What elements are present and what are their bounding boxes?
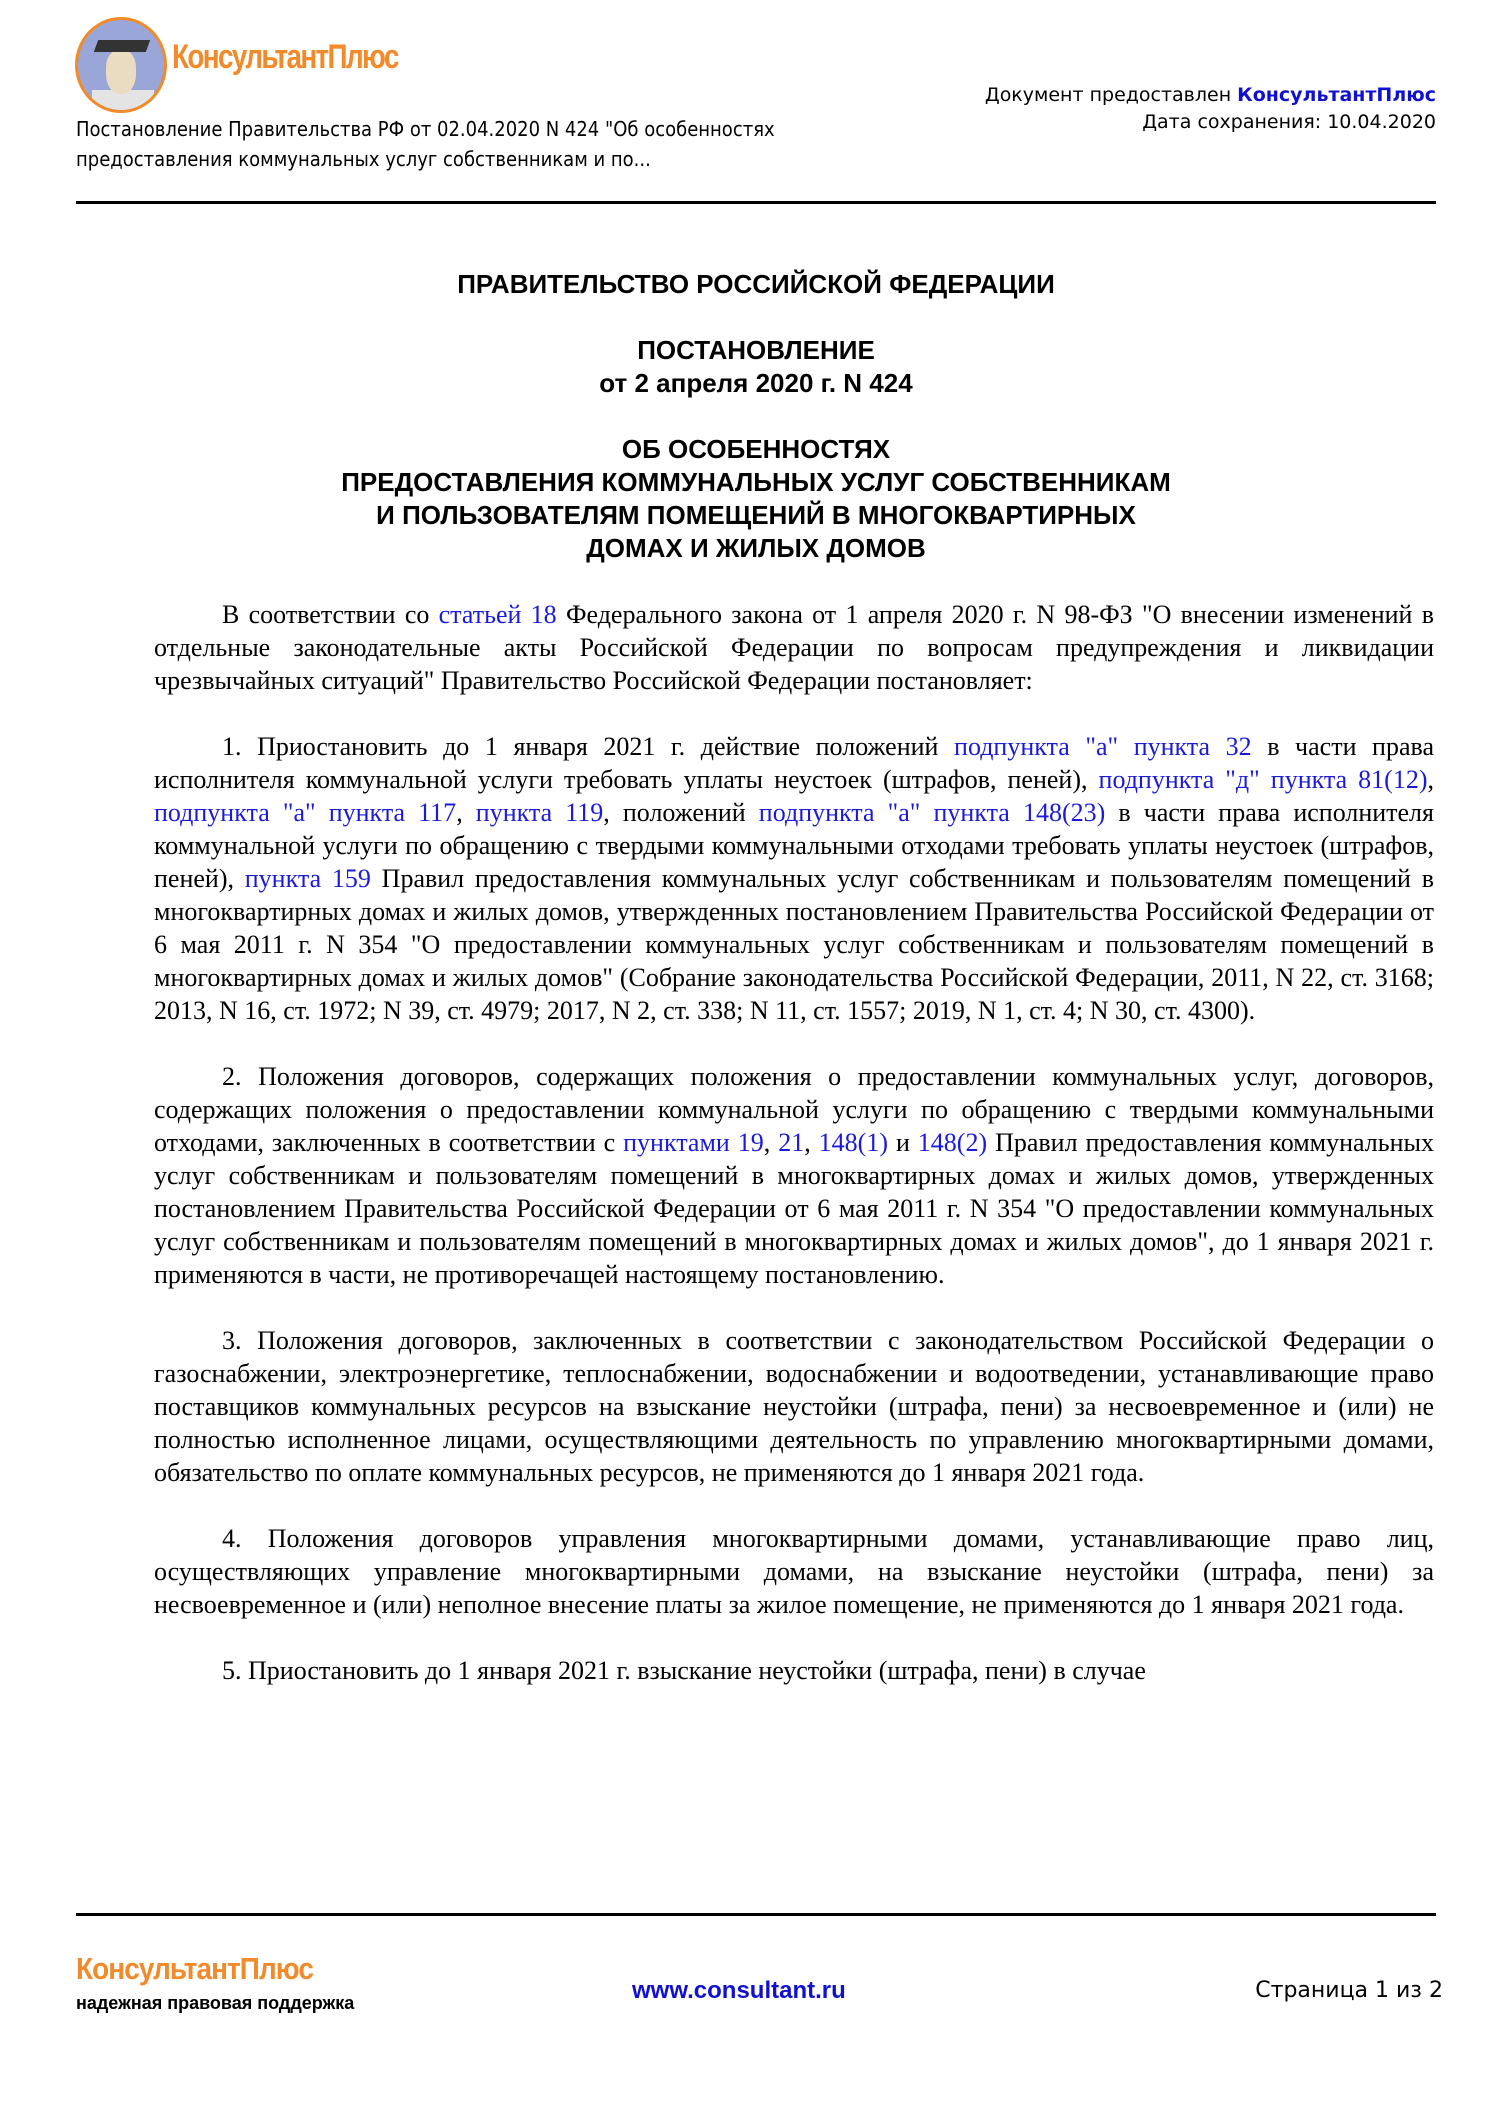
page-number: Страница 1 из 2: [1255, 1978, 1443, 2003]
paragraph-text: ,: [456, 798, 476, 827]
paragraph-text: в части права исполнителя коммунальной услуги по обращению с твердыми коммунальными отходами требовать уплаты неустоек (штрафов, пеней),: [154, 798, 1434, 893]
doc-title-line: И ПОЛЬЗОВАТЕЛЯМ ПОМЕЩЕНИЙ В МНОГОКВАРТИРНЫХ: [376, 500, 1136, 530]
paragraph-text: В соответствии со: [222, 600, 439, 629]
header-logo-text: КонсультантПлюс: [172, 38, 398, 76]
legal-reference-link[interactable]: подпункта "а" пункта 32: [954, 732, 1252, 761]
paragraph-text: 5. Приостановить до 1 января 2021 г. взыскание неустойки (штрафа, пени) в случае: [222, 1656, 1146, 1685]
paragraph-text: ,: [763, 1128, 779, 1157]
doc-title-line: ОБ ОСОБЕННОСТЯХ: [621, 434, 891, 464]
header-divider: [76, 201, 1436, 204]
paragraph: [154, 730, 1434, 1027]
legal-reference-link[interactable]: 21: [778, 1128, 805, 1157]
paragraph-text: 3. Положения договоров, заключенных в соответствии с законодательством Российской Федерации о газоснабжении, электроэнергетике, теплоснабжении, водоснабжении и водоотведении, устанавливающие право поставщиков коммунальных ресурсов на взыскание неустойки (штрафа, пени) за несвоевременное и (или) не полностью исполненное лицами, осуществляющими деятельность по управлению многоквартирными домами, обязательство по оплате коммунальных ресурсов, не применяются до 1 января 2021 года.: [154, 1326, 1434, 1487]
doc-title-line: ДОМАХ И ЖИЛЫХ ДОМОВ: [586, 533, 926, 563]
legal-reference-link[interactable]: пункта 119: [475, 798, 604, 827]
paragraph-text: Федерального закона от 1 апреля 2020 г. N 98-ФЗ "О внесении изменений в отдельные законодательные акты Российской Федерации по вопросам предупреждения и ликвидации чрезвычайных ситуаций" Правительство Российской Федерации постановляет:: [154, 600, 1434, 695]
paragraph-text: 4. Положения договоров управления многоквартирными домами, устанавливающие право лиц, осуществляющих управление многоквартирными домами, на взыскание неустойки (штрафа, пени) за несвоевременное и (или) неполное внесение платы за жилое помещение, не применяются до 1 января 2021 года.: [154, 1524, 1434, 1619]
consultant-mascot-logo-icon: [75, 17, 167, 113]
footer-tagline: надежная правовая поддержка: [76, 1993, 355, 2013]
paragraph-text: 1. Приостановить до 1 января 2021 г. действие положений: [222, 732, 955, 761]
paragraph: [154, 1654, 1434, 1687]
paragraph-text: ,: [804, 1128, 819, 1157]
provided-by-label: Документ предоставлен: [984, 84, 1238, 106]
paragraph-text: Правил предоставления коммунальных услуг собственникам и пользователям помещений в многоквартирных домах и жилых домов, утвержденных постановлением Правительства Российской Федерации от 6 мая 2011 г. N 354 "О предоставлении коммунальных услуг собственникам и пользователям помещений в многоквартирных домах и жилых домов" (Собрание законодательства Российской Федерации, 2011, N 22, ст. 3168; 2013, N 16, ст. 1972; N 39, ст. 4979; 2017, N 2, ст. 338; N 11, ст. 1557; 2019, N 1, ст. 4; N 30, ст. 4300).: [154, 864, 1434, 1025]
footer-logo-text: КонсультантПлюс: [76, 1951, 313, 1986]
paragraph: [154, 1324, 1434, 1489]
legal-reference-link[interactable]: 148(1): [818, 1128, 888, 1157]
paragraph: [154, 598, 1434, 697]
paragraph-text: 2. Положения договоров, содержащих положения о предоставлении коммунальных услуг, договоров, содержащих положения о предоставлении коммунальной услуги по обращению с твердыми коммунальными отходами, заключенных в соответствии с: [154, 1062, 1434, 1157]
authority-heading: ПРАВИТЕЛЬСТВО РОССИЙСКОЙ ФЕДЕРАЦИИ: [457, 269, 1055, 299]
paragraph-text: , положений: [603, 798, 759, 827]
footer-site-link[interactable]: www.consultant.ru: [632, 1977, 846, 2004]
legal-reference-link[interactable]: пунктами 19: [623, 1128, 764, 1157]
paragraph: [154, 1522, 1434, 1621]
legal-reference-link[interactable]: подпункта "д" пункта 81(12): [1098, 765, 1428, 794]
legal-reference-link[interactable]: 148(2): [917, 1128, 988, 1157]
paragraph-text: и: [888, 1128, 918, 1157]
doc-type-heading: ПОСТАНОВЛЕНИЕ: [637, 335, 875, 365]
header-provider-info: [985, 82, 1436, 136]
legal-reference-link[interactable]: пункта 159: [244, 864, 371, 893]
provided-by-brand-link[interactable]: КонсультантПлюс: [1237, 84, 1436, 106]
doc-title-line: ПРЕДОСТАВЛЕНИЯ КОММУНАЛЬНЫХ УСЛУГ СОБСТВЕННИКАМ: [341, 467, 1171, 497]
header-document-title: Постановление Правительства РФ от 02.04.2020 N 424 "Об особенностях предоставления коммунальных услуг собственникам и по...: [76, 117, 775, 171]
legal-reference-link[interactable]: статьей 18: [438, 600, 557, 629]
paragraph-text: ,: [1427, 765, 1434, 794]
paragraph-text: в части права исполнителя коммунальной услуги требовать уплаты неустоек (штрафов, пеней),: [154, 732, 1434, 794]
footer-divider: [76, 1913, 1436, 1916]
doc-date-heading: от 2 апреля 2020 г. N 424: [599, 368, 913, 398]
legal-reference-link[interactable]: подпункта "а" пункта 117: [154, 798, 457, 827]
save-date: Дата сохранения: 10.04.2020: [1142, 111, 1436, 133]
paragraph-text: Правил предоставления коммунальных услуг собственникам и пользователям помещений в многоквартирных домах и жилых домов, утвержденных постановлением Правительства Российской Федерации от 6 мая 2011 г. N 354 "О предоставлении коммунальных услуг собственникам и пользователям помещений в многоквартирных домах и жилых домов", до 1 января 2021 г. применяются в части, не противоречащей настоящему постановлению.: [154, 1128, 1435, 1289]
document-body: [154, 598, 1434, 1720]
legal-reference-link[interactable]: подпункта "а" пункта 148(23): [758, 798, 1106, 827]
paragraph: [154, 1060, 1434, 1291]
doc-title-heading: [76, 433, 1436, 565]
